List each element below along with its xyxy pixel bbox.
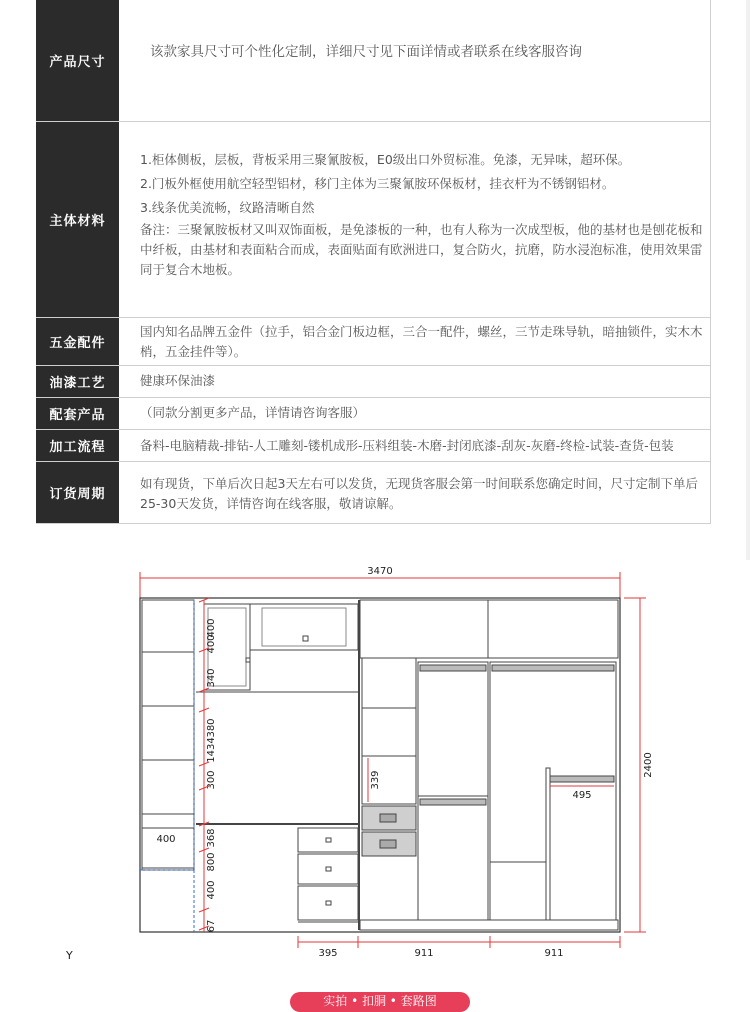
- dim-label: 300: [206, 770, 217, 790]
- desk-drawer: [298, 886, 358, 920]
- handle-icon: [326, 867, 331, 871]
- dim-label: 400: [206, 634, 217, 654]
- middle-shelf-box: [362, 708, 416, 756]
- handle-icon: [326, 901, 331, 905]
- row-label: 订货周期: [36, 462, 119, 523]
- row-text: 如有现货，下单后次日起3天左右可以发货，无现货客服会第一时间联系您确定时间，尺寸定制下单后25-30天发货，详情咨询在线客服，敬请谅解。: [140, 476, 698, 511]
- bottom-tab-banner[interactable]: 实拍 • 扣胴 • 套路图: [290, 992, 470, 1012]
- row-label: 产品尺寸: [36, 0, 119, 121]
- handle-icon: [380, 840, 396, 848]
- row-text: 该款家具尺寸可个性化定制，详细尺寸见下面详情或者联系在线客服咨询: [150, 44, 582, 60]
- row-text: 国内知名品牌五金件（拉手，铝合金门板边框，三合一配件，螺丝，三节走珠导轨，暗抽锁件，实木木梢，五金挂件等）。: [140, 324, 703, 359]
- desk-drawer: [298, 828, 358, 852]
- total-height-label: 2400: [643, 752, 654, 778]
- left-shelf-column: [142, 600, 194, 870]
- handle-icon: [246, 658, 250, 662]
- row-text: 健康环保油漆: [140, 373, 216, 388]
- handle-icon: [326, 838, 331, 842]
- dim-label: 67: [206, 919, 217, 933]
- dim-label: 400: [206, 618, 217, 638]
- row-content: [140, 150, 705, 280]
- row-label: 主体材料: [36, 122, 119, 317]
- page-edge: [746, 0, 750, 560]
- handle-icon: [303, 636, 308, 641]
- spec-row-hardware: [36, 318, 711, 366]
- row-label: 配套产品: [36, 398, 119, 429]
- upper-door-flap-inner: [262, 608, 346, 646]
- row-label: 加工流程: [36, 430, 119, 461]
- total-width-label: 3470: [367, 566, 393, 577]
- lower-cabinet: [490, 862, 546, 920]
- plinth: [360, 920, 618, 930]
- hanging-rod: [420, 799, 486, 805]
- spec-row-material: [36, 122, 711, 318]
- handle-icon: [380, 814, 396, 822]
- upper-door-flap: [250, 604, 358, 650]
- dim-label: 400: [206, 880, 217, 900]
- row-text: 2.门板外框使用航空轻型铝材，移门主体为三聚氰胺环保板材，挂衣杆为不锈钢铝材。: [140, 176, 615, 191]
- desk-drawer: [298, 854, 358, 884]
- row-content: [140, 436, 705, 456]
- row-content: [140, 403, 705, 423]
- bottom-dim-label: 395: [318, 948, 338, 959]
- spec-row-size: [36, 0, 711, 122]
- dim-label: 380: [206, 718, 217, 738]
- hanging-rod: [550, 776, 614, 782]
- spec-row-delivery: [36, 462, 711, 524]
- row-label: 五金配件: [36, 318, 119, 365]
- bottom-dim-label: 911: [544, 948, 564, 959]
- middle-shelf-box: [362, 658, 416, 708]
- drawer-gap-label: 339: [370, 770, 381, 790]
- row-content: [150, 42, 705, 62]
- row-text: 备料-电脑精裁-排钻-人工雕刻-镂机成形-压料组装-木磨-封闭底漆-刮灰-灰磨-终检-试装-查货-包装: [140, 438, 674, 453]
- dim-label: 368: [206, 828, 217, 848]
- top-cabinet: [360, 600, 488, 658]
- y-marker: Y: [66, 949, 73, 962]
- divider-panel: [546, 768, 550, 920]
- spec-row-paint: [36, 366, 711, 398]
- bottom-dim-label: 911: [414, 948, 434, 959]
- hanging-section: [490, 662, 616, 920]
- row-content: [140, 474, 705, 514]
- spec-table: [36, 0, 711, 524]
- top-cabinet: [488, 600, 618, 658]
- row-text: 1.柜体侧板，层板，背板采用三聚氰胺板，E0级出口外贸标准。免漆，无异味，超环保。: [140, 152, 631, 167]
- hanging-section: [418, 662, 488, 920]
- row-text: 3.线条优美流畅，纹路清晰自然: [140, 200, 315, 215]
- spec-row-matching: [36, 398, 711, 430]
- row-note: 备注：三聚氰胺板材又叫双饰面板，是免漆板的一种，也有人称为一次成型板，他的基材也是刨花板和中纤板，由基材和表面粘合而成，表面贴面有欧洲进口，复合防火，抗磨，防水浸泡标准，使用效果雷同于复合木地板。: [140, 222, 703, 277]
- row-label: 油漆工艺: [36, 366, 119, 397]
- dim-label: 1434: [206, 737, 217, 763]
- row-text: （同款分割更多产品，详情请咨询客服）: [140, 405, 366, 420]
- hanging-rod: [492, 665, 614, 671]
- spec-row-process: [36, 430, 711, 462]
- dim-label: 800: [206, 852, 217, 872]
- wardrobe-drawing: [0, 540, 750, 980]
- shelf-width-label: 400: [156, 834, 176, 845]
- dim-label: 340: [206, 668, 217, 688]
- row-content: [140, 371, 705, 391]
- hanging-rod: [420, 665, 486, 671]
- rod-width-label: 495: [572, 790, 592, 801]
- row-content: [140, 322, 705, 362]
